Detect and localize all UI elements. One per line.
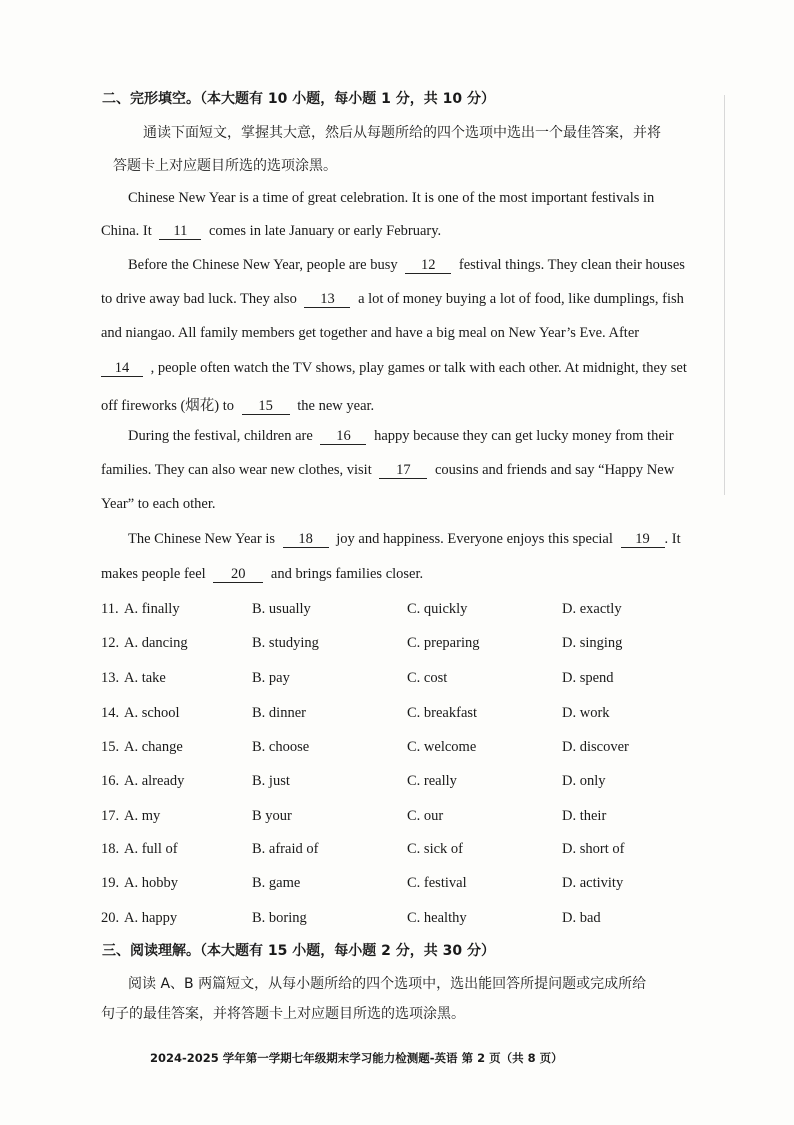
option-c: C. preparing [407,635,480,651]
bleed-through-line [724,95,725,495]
passage-text: and brings families closer. [270,566,424,582]
blank-16: 16 [320,429,366,445]
option-c: C. cost [407,670,448,686]
passage-line [128,531,681,548]
option-a: A. my [124,808,161,824]
passage-line [101,223,441,240]
blank-18: 18 [283,532,329,548]
passage-text: cousins and friends and say “Happy New [434,462,675,478]
passage-text: joy and happiness. Everyone enjoys this special [336,531,613,547]
option-b: B. usually [252,601,311,617]
option-c: C. really [407,773,457,789]
section2-instruction-line1: 通读下面短文，掌握其大意，然后从每题所给的四个选项中选出一个最佳答案，并将 [143,125,661,141]
passage-text: to drive away bad luck. They also [101,291,297,307]
passage-line [101,291,684,308]
passage-text: . It [664,531,681,547]
option-b: B. afraid of [252,841,319,857]
option-a: A. dancing [124,635,188,651]
question-number: 16. [101,773,120,789]
passage-text: festival things. They clean their houses [458,257,685,273]
passage-line: Year” to each other. [101,496,216,512]
passage-line [128,257,685,274]
question-number: 17. [101,808,120,824]
passage-text: During the festival, children are [128,428,313,444]
question-number: 19. [101,875,120,891]
option-d: D. short of [562,841,625,857]
section3-instruction-line1: 阅读 A、B 两篇短文，从每小题所给的四个选项中，选出能回答所提问题或完成所给 [128,976,647,992]
option-a: A. hobby [124,875,178,891]
option-d: D. exactly [562,601,622,617]
option-a: A. full of [124,841,178,857]
passage-line [101,360,687,377]
blank-20: 20 [213,567,263,583]
page-footer: 2024-2025 学年第一学期七年级期末学习能力检测题-英语 第 2 页（共 8 页） [150,1051,563,1065]
blank-13: 13 [304,292,350,308]
option-c: C. healthy [407,910,467,926]
option-d: D. spend [562,670,614,686]
passage-line [101,394,374,415]
passage-text: happy because they can get lucky money from their [374,428,674,444]
question-number: 15. [101,739,120,755]
passage-line: Chinese New Year is a time of great celebration. It is one of the most important festivals in [128,190,655,206]
question-number: 18. [101,841,120,857]
option-b: B. choose [252,739,310,755]
option-b: B. dinner [252,705,306,721]
section3-instruction-line2: 句子的最佳答案，并将答题卡上对应题目所选的选项涂黑。 [101,1006,465,1022]
passage-text: , people often watch the TV shows, play games or talk with each other. At midnight, they set [150,360,687,376]
passage-text: the new year. [297,398,375,414]
section2-instruction-line2: 答题卡上对应题目所选的选项涂黑。 [113,158,337,174]
question-number: 13. [101,670,120,686]
passage-text: comes in late January or early February. [209,223,442,239]
option-d: D. discover [562,739,629,755]
option-d: D. their [562,808,607,824]
option-c: C. sick of [407,841,463,857]
option-c: C. festival [407,875,467,891]
section3-heading: 三、阅读理解。（本大题有 15 小题，每小题 2 分，共 30 分） [102,943,495,959]
passage-text: families. They can also wear new clothes, visit [101,462,372,478]
option-c: C. our [407,808,444,824]
passage-text: makes people feel [101,566,206,582]
passage-line: and niangao. All family members get together and have a big meal on New Year’s Eve. After [101,325,640,341]
option-d: D. bad [562,910,601,926]
option-b: B. just [252,773,290,789]
option-a: A. finally [124,601,180,617]
blank-12: 12 [405,258,451,274]
option-a: A. happy [124,910,178,926]
option-a: A. already [124,773,185,789]
passage-line [101,566,423,583]
option-b: B your [252,808,292,824]
passage-text: a lot of money buying a lot of food, like dumplings, fish [358,291,684,307]
option-b: B. pay [252,670,290,686]
passage-line [101,462,674,479]
question-number: 12. [101,635,120,651]
question-number: 14. [101,705,120,721]
blank-11: 11 [159,224,201,240]
option-d: D. only [562,773,606,789]
passage-text: off fireworks (烟花) to [101,398,235,414]
blank-15: 15 [242,399,290,415]
blank-14: 14 [101,361,143,377]
option-d: D. singing [562,635,623,651]
option-c: C. breakfast [407,705,478,721]
option-d: D. activity [562,875,624,891]
option-d: D. work [562,705,610,721]
passage-line [128,428,674,445]
passage-text: China. It [101,223,152,239]
passage-text: The Chinese New Year is [128,531,275,547]
blank-17: 17 [379,463,427,479]
section2-heading: 二、完形填空。（本大题有 10 小题，每小题 1 分，共 10 分） [102,91,495,107]
option-b: B. game [252,875,301,891]
option-c: C. quickly [407,601,468,617]
question-number: 20. [101,910,120,926]
passage-text: Before the Chinese New Year, people are busy [128,257,398,273]
option-a: A. take [124,670,166,686]
blank-19: 19 [621,532,665,548]
option-b: B. boring [252,910,307,926]
option-c: C. welcome [407,739,477,755]
option-a: A. school [124,705,180,721]
option-b: B. studying [252,635,319,651]
option-a: A. change [124,739,183,755]
question-number: 11. [101,601,119,617]
